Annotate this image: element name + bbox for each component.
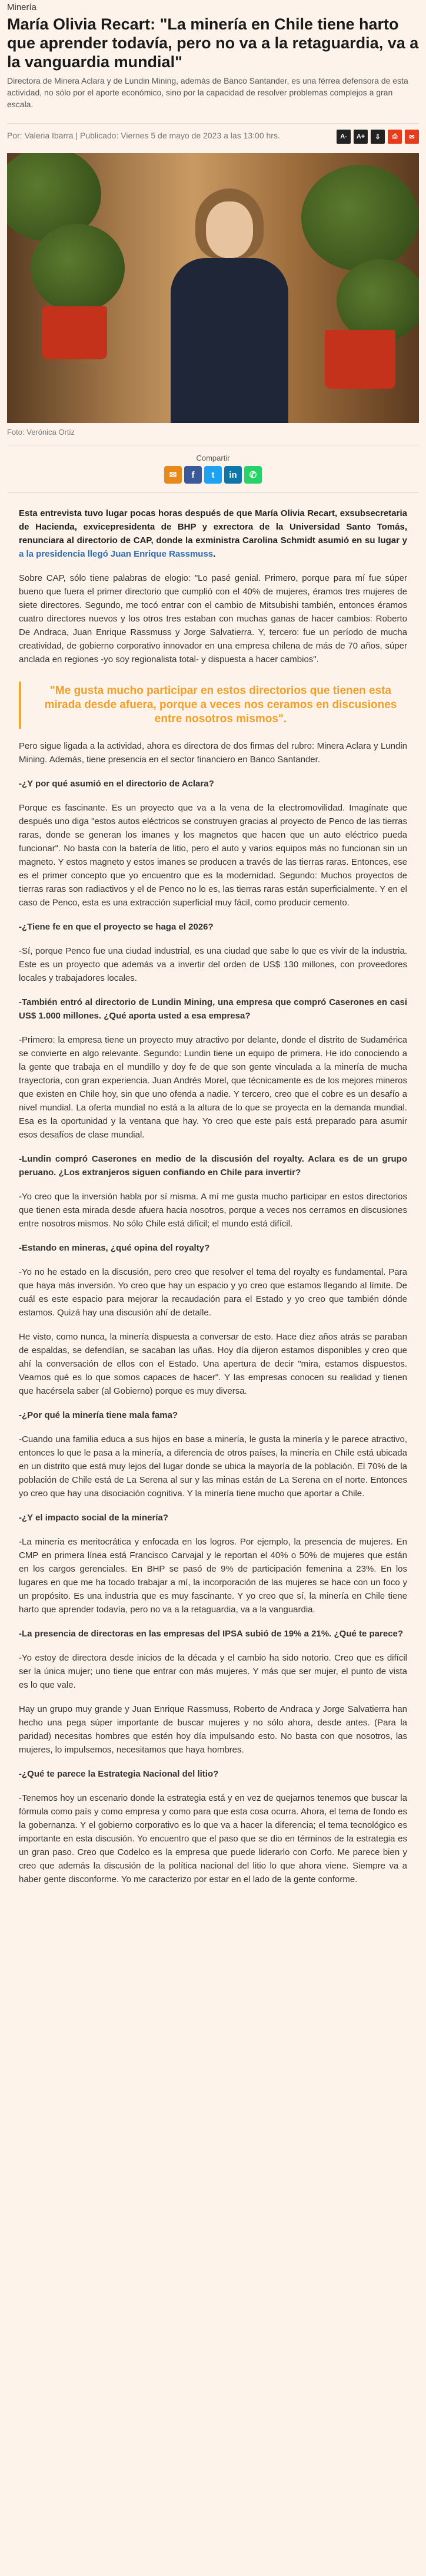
- share-box: [7, 454, 419, 484]
- download-button[interactable]: ⇩: [371, 130, 385, 144]
- article-photo: [7, 153, 419, 423]
- header: [0, 0, 426, 144]
- article-body: [0, 507, 426, 1886]
- interview-question: -¿Y el impacto social de la minería?: [19, 1513, 168, 1523]
- interview-question: -¿Tiene fe en que el proyecto se haga el 2026?: [19, 922, 214, 932]
- interview-question: -¿Y por qué asumió en el directorio de Aclara?: [19, 779, 214, 789]
- byline: Por: Valeria Ibarra | Publicado: Viernes 5 de mayo de 2023 a las 13:00 hrs.: [7, 131, 280, 140]
- intro-paragraph: Esta entrevista tuvo lugar pocas horas después de que María Olivia Recart, exsubsecretaria de Hacienda, exvicepresidenta de BHP y exrectora de la Universidad Santo Tomás, renunciara al directorio de CAP, donde la exministra Carolina Schmidt asumió en su lugar y a la presidencia llegó Juan Enrique Rassmuss.: [19, 508, 407, 559]
- paragraph: -Yo estoy de directora desde inicios de la década y el cambio ha sido notorio. Creo que es difícil ser la única mujer; uno tiene que entrar con más mujeres. Y más que ser mujer, el punto de vista es lo que vale.: [19, 1653, 407, 1690]
- photo-caption: Foto: Verónica Ortiz: [7, 428, 75, 437]
- decrease-font-button[interactable]: A-: [337, 130, 351, 144]
- interview-question: -Lundin compró Caserones en medio de la discusión del royalty. Aclara es de un grupo peruano. ¿Los extranjeros siguen confiando en Chile para invertir?: [19, 1154, 407, 1178]
- paragraph: -La minería es meritocrática y enfocada en los logros. Por ejemplo, la presencia de mujeres. En CMP en primera línea está Francisco Carvajal y le reportan el 40% o 50% de mujeres que están en los cargos gerenciales. En BHP se pasó de 9% de participación femenina a 23%. En los lugares en que me ha tocado trabajar a mí, la incorporación de las mujeres se hace con un foco y un propósito. Es una industria que es muy fascinante. Y yo creo que sí, la minería en Chile tiene harto que aprender todavía, pero no va a la retaguardia, va a la vanguardia.: [19, 1537, 407, 1615]
- email-button[interactable]: ✉: [405, 130, 419, 144]
- facebook-share-icon[interactable]: f: [184, 466, 202, 484]
- section-label[interactable]: Minería: [7, 2, 37, 12]
- interview-question: -¿Qué te parece la Estrategia Nacional del litio?: [19, 1769, 219, 1779]
- paragraph: -Tenemos hoy un escenario donde la estrategia está y en vez de quejarnos tenemos que buscar la fórmula como país y como empresa y como para que esta cosa ocurra. Ahora, el tema de fondo es la gobernanza. Y el gobierno corporativo es lo que va a hacer la diferencia; el tema tecnológico es importante en esta discusión. Yo encuentro que el paso que se dio en términos de la estrategia es un gran paso. Creo que Codelco es la empresa que puede liderarlo con Corfo. Me parece bien y creo que además la discusión de la política nacional del litio lo que ahora viene. Siempre va a haber gente disconforme. Yo me caracterizo por estar en el lado de la gente conforme.: [19, 1793, 407, 1884]
- linkedin-share-icon[interactable]: in: [224, 466, 242, 484]
- paragraph: Sobre CAP, sólo tiene palabras de elogio: "Lo pasé genial. Primero, porque para mí fue súper bueno que fuera el primer directorio que cumplió con el 40% de mujeres, éramos tres mujeres de siete directores. Segundo, me tocó entrar con el cambio de Mitsubishi también, entonces éramos cuatro directores nuevos y los otros tres estaban con muchas ganas de hacer cambios: Roberto De Andraca, Juan Enrique Rassmuss y Jorge Salvatierra. Y, tercero: fue un período de mucha creatividad, de gobierno corporativo innovador en una empresa chilena de más de 70 años, súper anclada en regiones -yo soy regionalista total- y dispuesta a hacer cambios".: [19, 573, 407, 664]
- presidency-link[interactable]: a la presidencia llegó Juan Enrique Rassmuss: [19, 549, 214, 559]
- paragraph: Pero sigue ligada a la actividad, ahora es directora de dos firmas del rubro: Minera Aclara y Lundin Mining. Además, tiene presencia en el sector financiero en Banco Santander.: [19, 741, 407, 765]
- paragraph: -Yo creo que la inversión habla por sí misma. A mí me gusta mucho participar en estos directorios que tienen esta mirada desde afuera hacia nosotros, porque a veces nos cerramos en discusiones entre nosotros mismos. No sólo Chile está difícil; el mundo está difícil.: [19, 1192, 407, 1229]
- paragraph: He visto, como nunca, la minería dispuesta a conversar de esto. Hace diez años atrás se paraban de espaldas, se defendían, se sacaban las uñas. Hoy día dijeron estamos disponibles y creo que ahí la conversación de ellos con el Estado. Una apertura de decir "mira, estamos dispuestos. Veamos qué es lo que somos capaces de hacer". Y las empresas conocen su realidad y tienen que hacérsela saber (al Gobierno) porque es muy diversa.: [19, 1332, 407, 1396]
- whatsapp-share-icon[interactable]: ✆: [244, 466, 262, 484]
- pull-quote: "Me gusta mucho participar en estos directorios que tienen esta mirada desde afuera, porque a veces nos ceramos en discusiones entre nosotros mismos".: [19, 682, 407, 729]
- interview-question: -Estando en mineras, ¿qué opina del royalty?: [19, 1243, 210, 1253]
- share-label: Compartir: [196, 454, 230, 462]
- portrait: [165, 189, 294, 423]
- toolbar: [337, 130, 419, 144]
- paragraph: -Primero: la empresa tiene un proyecto muy atractivo por delante, donde el distrito de Sudamérica se convierte en algo relevante. Segundo: Lundin tiene un equipo de primera. He ido conociendo a la gente que trabaja en el mundillo y doy fe de que son gente vinculada a la minería de mucha trayectoria, con gran experiencia. Juan Andrés Morel, que técnicamente es de los mejores mineros que existen en Chile hoy, sin que uno ofenda a nadie. Y tercero, creo que el cobre es un desafío a nivel mundial. La oferta mundial no está a la altura de lo que se proyecta en la demanda mundial. Esa es la oportunidad y la ventana que hay. Yo creo que este país está preparado para asumir esos desafíos de clase mundial.: [19, 1035, 407, 1140]
- interview-question: -¿Por qué la minería tiene mala fama?: [19, 1410, 178, 1420]
- paragraph: Porque es fascinante. Es un proyecto que va a la vena de la electromovilidad. Imagínate que después uno diga "estos autos eléctricos se construyen gracias al proyecto de Penco de las tierras raras, donde se generan los imanes y los magnetos que hacen que un auto eléctrico pueda funcionar". No basta con la batería de litio, pero el auto y varios equipos más no funcionan sin un magneto. Y estos magneto y estos imanes se producen a través de las tierras raras. Entonces, ese es el primer concepto que yo encuentro que es la modernidad. Segundo: Muchos proyectos de tierras raras son radiactivos y el de Penco no lo es, las tierras raras están superficialmente. Y en el caso de Penco, esta es una extracción superficial muy fácil, como producir cemento.: [19, 803, 407, 908]
- interview-question: -También entró al directorio de Lundin Mining, una empresa que compró Caserones en casi US$ 1.000 millones. ¿Qué aporta usted a esa empresa?: [19, 997, 407, 1021]
- paragraph: -Cuando una familia educa a sus hijos en base a minería, le gusta la minería y le parece atractivo, entonces lo que le pasa a la minería, a diferencia de otros países, la minería en Chile está ubicada en un distrito que está muy lejos del lugar donde se ubica la mayoría de la población. El 70% de la población de Chile está de La Serena al sur y las minas están de La Serena en el norte. Entonces yo creo que hay una disociación cognitiva. Y la minería tiene mucho que aportar a Chile.: [19, 1434, 407, 1499]
- paragraph: -Sí, porque Penco fue una ciudad industrial, es una ciudad que sabe lo que es vivir de la industria. Este es un proyecto que además va a invertir del orden de US$ 130 millones, con proveedores locales y trabajadores locales.: [19, 946, 407, 983]
- interview-question: -La presencia de directoras en las empresas del IPSA subió de 19% a 21%. ¿Qué te parece?: [19, 1629, 404, 1639]
- meta-row: [7, 123, 419, 144]
- lead: Directora de Minera Aclara y de Lundin Mining, además de Banco Santander, es una férrea defensora de esta actividad, no sólo por el aporte económico, sino por la capacidad de resolver problemas complejos a gran escala.: [7, 76, 408, 109]
- twitter-share-icon[interactable]: t: [204, 466, 222, 484]
- share-icons: [7, 466, 419, 484]
- increase-font-button[interactable]: A+: [354, 130, 368, 144]
- print-button[interactable]: ⎙: [388, 130, 402, 144]
- paragraph: Hay un grupo muy grande y Juan Enrique Rassmuss, Roberto de Andraca y Jorge Salvatierra han hecho una pega súper importante de buscar mujeres y no sólo ahora, desde antes. (Para la paridad) necesitas hombres que estén hoy día impulsando esto. No basta con que nosotros, las mujeres, lo impulsemos, necesitamos que haya hombres.: [19, 1704, 407, 1755]
- paragraph: -Yo no he estado en la discusión, pero creo que resolver el tema del royalty es fundamental. Para que haya más inversión. Yo creo que hay un espacio y yo creo que estamos llegando al límite. De cuál es este espacio para mejorar la recaudación para el Estado y yo creo que también dónde estamos. Quizá hay una discusión ahí de detalle.: [19, 1267, 407, 1318]
- page-title: María Olivia Recart: "La minería en Chile tiene harto que aprender todavía, pero no va a la retaguardia, va a la vanguardia mundial": [7, 15, 419, 71]
- email-share-icon[interactable]: ✉: [164, 466, 182, 484]
